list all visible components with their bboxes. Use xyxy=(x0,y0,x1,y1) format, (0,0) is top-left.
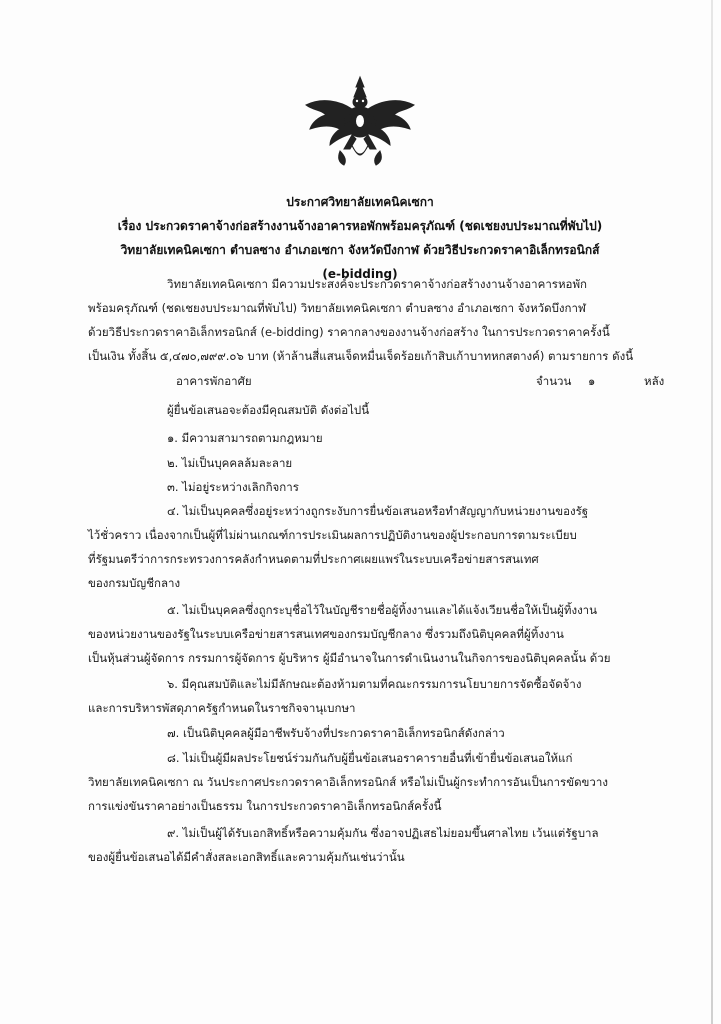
list-item: ของผู้ยื่นข้อเสนอได้มีคำสั่งสละเอกสิทธิ์และความคุ้มกันเช่นว่านั้น xyxy=(88,850,405,864)
list-item: การแข่งขันราคาอย่างเป็นธรรม ในการประกวดราคาอิเล็กทรอนิกส์ครั้งนี้ xyxy=(88,799,442,813)
list-item: ที่รัฐมนตรีว่าการกระทรวงการคลังกำหนดตามที่ประกาศเผยแพร่ในระบบเครือข่ายสารสนเทศ xyxy=(88,552,539,566)
intro-line: พร้อมครุภัณฑ์ (ชดเชยงบประมาณที่พับไป) วิทยาลัยเทคนิคเซกา ตำบลซาง อำเภอเซกา จังหวัดบึงกาฬ xyxy=(88,301,586,315)
announcement-title: ประกาศวิทยาลัยเทคนิคเซกา xyxy=(286,195,434,209)
item-qty: ๑ xyxy=(588,374,596,388)
list-item: วิทยาลัยเทคนิคเซกา ณ วันประกาศประกวดราคาอิเล็กทรอนิกส์ หรือไม่เป็นผู้กระทำการอันเป็นการขัดขวาง xyxy=(88,775,608,789)
announcement-subject: เรื่อง ประกวดราคาจ้างก่อสร้างงานจ้างอาคารหอพักพร้อมครุภัณฑ์ (ชดเชยงบประมาณที่พับไป) xyxy=(117,219,603,233)
requirements-heading: ผู้ยื่นข้อเสนอจะต้องมีคุณสมบัติ ดังต่อไปนี้ xyxy=(167,403,370,417)
list-item: ๒. ไม่เป็นบุคคลล้มละลาย xyxy=(167,456,293,470)
list-item: ๗. เป็นนิติบุคคลผู้มีอาชีพรับจ้างที่ประกวดราคาอิเล็กทรอนิกส์ดังกล่าว xyxy=(167,726,505,740)
intro-line: ด้วยวิธีประกวดราคาอิเล็กทรอนิกส์ (e-bidding) ราคากลางของงานจ้างก่อสร้าง ในการประกวดราคาครั้งนี้ xyxy=(88,325,610,339)
list-item: ๙. ไม่เป็นผู้ได้รับเอกสิทธิ์หรือความคุ้มกัน ซึ่งอาจปฏิเสธไม่ยอมขึ้นศาลไทย เว้นแต่รัฐบาล xyxy=(167,826,599,840)
intro-line: วิทยาลัยเทคนิคเซกา มีความประสงค์จะประกวดราคาจ้างก่อสร้างงานจ้างอาคารหอพัก xyxy=(167,277,587,291)
list-item: ๓. ไม่อยู่ระหว่างเลิกกิจการ xyxy=(167,480,299,494)
list-item: ๔. ไม่เป็นบุคคลซึ่งอยู่ระหว่างถูกระงับการยื่นข้อเสนอหรือทำสัญญากับหน่วยงานของรัฐ xyxy=(167,504,589,518)
announcement-subject-line3: (e-bidding) xyxy=(322,267,398,281)
list-item: ของกรมบัญชีกลาง xyxy=(88,576,181,590)
announcement-subject-line2: วิทยาลัยเทคนิคเซกา ตำบลซาง อำเภอเซกา จังหวัดบึงกาฬ ด้วยวิธีประกวดราคาอิเล็กทรอนิกส์ xyxy=(120,243,600,257)
list-item: ไว้ชั่วคราว เนื่องจากเป็นผู้ที่ไม่ผ่านเกณฑ์การประเมินผลการปฏิบัติงานของผู้ประกอบการตามระเบียบ xyxy=(88,528,577,542)
list-item: ๘. ไม่เป็นผู้มีผลประโยชน์ร่วมกันกับผู้ยื่นข้อเสนอราคารายอื่นที่เข้ายื่นข้อเสนอให้แก่ xyxy=(167,751,573,765)
list-item: ๕. ไม่เป็นบุคคลซึ่งถูกระบุชื่อไว้ในบัญชีรายชื่อผู้ทิ้งงานและได้แจ้งเวียนชื่อให้เป็นผู้ทิ้งงาน xyxy=(167,603,597,617)
item-unit: หลัง xyxy=(644,374,665,388)
list-item: ๖. มีคุณสมบัติและไม่มีลักษณะต้องห้ามตามที่คณะกรรมการนโยบายการจัดซื้อจัดจ้าง xyxy=(167,677,582,691)
list-item: และการบริหารพัสดุภาครัฐกำหนดในราชกิจจานุเบกษา xyxy=(88,701,356,715)
item-name: อาคารพักอาศัย xyxy=(176,374,252,388)
list-item: เป็นหุ้นส่วนผู้จัดการ กรรมการผู้จัดการ ผู้บริหาร ผู้มีอำนาจในการดำเนินงานในกิจการของนิติบุคคลนั้น ด้วย xyxy=(88,651,611,665)
intro-line: เป็นเงิน ทั้งสิ้น ๕,๔๗๐,๗๙๙.๐๖ บาท (ห้าล้านสี่แสนเจ็ดหมื่นเจ็ดร้อยเก้าสิบเก้าบาทหกสตางค์) ตามรายการ ดังนี้ xyxy=(88,349,634,363)
list-item: ของหน่วยงานของรัฐในระบบเครือข่ายสารสนเทศของกรมบัญชีกลาง ซึ่งรวมถึงนิติบุคคลที่ผู้ทิ้งงาน xyxy=(88,627,564,641)
item-qty-label: จำนวน xyxy=(536,374,572,388)
list-item: ๑. มีความสามารถตามกฎหมาย xyxy=(167,431,323,445)
